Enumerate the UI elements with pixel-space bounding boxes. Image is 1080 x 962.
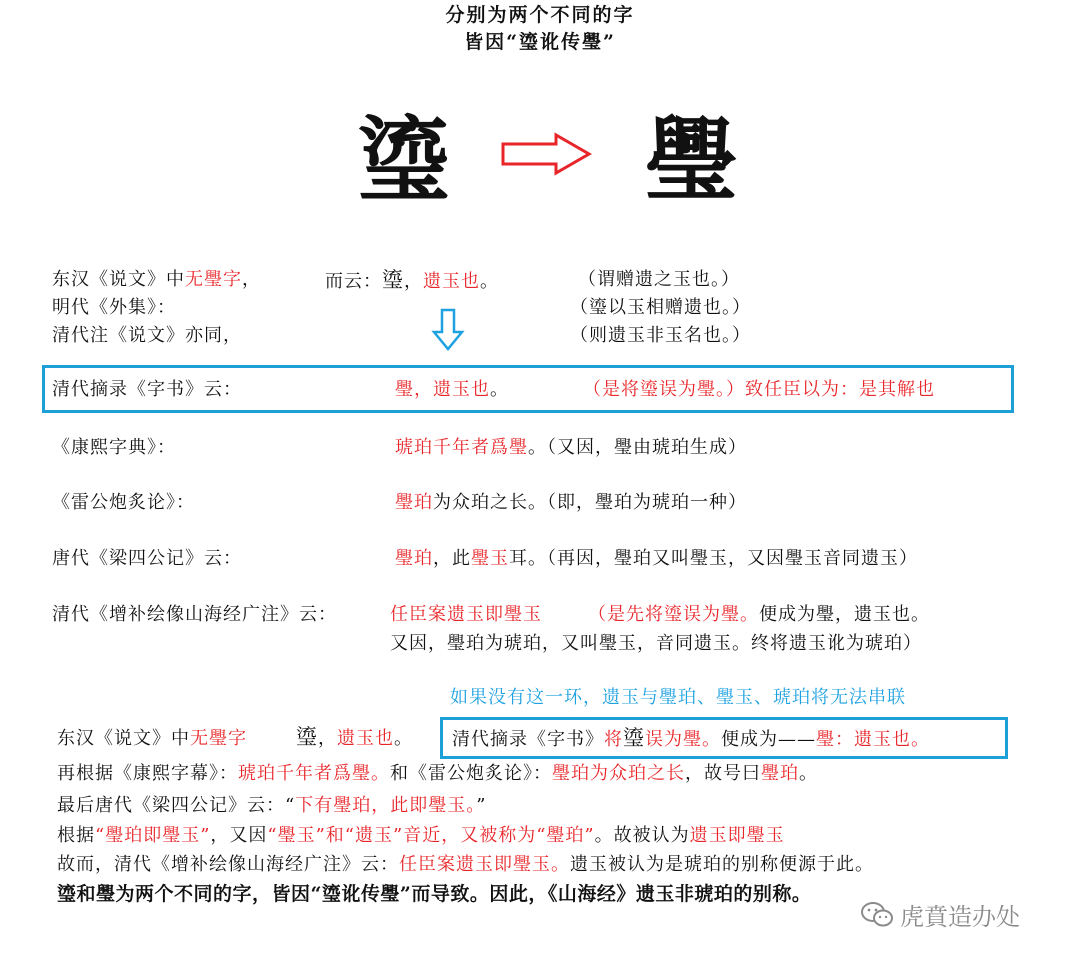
- row-14-c: ，又因: [210, 825, 268, 846]
- row-7-text: ，此: [433, 548, 471, 569]
- row-11-result: 璺：遗玉也。: [816, 729, 930, 750]
- row-4-definition: 璺，遗玉也: [395, 379, 490, 400]
- row-11-char: 瑬: [296, 725, 318, 749]
- row-14-e: 。故被认为: [594, 825, 690, 846]
- row-4-quote: [395, 378, 509, 402]
- row-5-definition: 琥珀千年者爲璺: [395, 437, 528, 458]
- row-4-source: 清代摘录《字书》云：: [52, 379, 242, 400]
- row-8-mistake: （是先将瑬误为璺。: [588, 604, 759, 625]
- row-1-no-char: 无璺字: [185, 269, 242, 290]
- row-11-right: [452, 726, 930, 752]
- row-16-conclusion: 瑬和璺为两个不同的字，皆因“瑬讹传璺”而导致。因此，《山海经》遗玉非琥珀的别称。: [57, 883, 812, 905]
- row-9-note: 又因，璺珀为琥珀，又叫璺玉，音同遗玉。终将遗玉讹为琥珀）: [390, 633, 922, 654]
- row-14: [57, 824, 785, 848]
- row-1: [52, 268, 261, 292]
- row-11-verb: 将: [604, 729, 623, 750]
- row-2-source: 明代《外集》：: [52, 297, 176, 318]
- row-8-source: 清代《增补绘像山海经广注》云：: [52, 604, 337, 625]
- row-11-definition: 遗玉也: [337, 728, 394, 749]
- row-14-f: 遗玉即璺玉: [689, 825, 785, 846]
- row-6-term: 璺珀: [395, 492, 433, 513]
- watermark: [860, 897, 1020, 932]
- row-3-source: 清代注《说文》亦同，: [52, 325, 242, 346]
- row-4-period: 。: [490, 379, 509, 400]
- row-14-d: “璺玉”和“遗玉”音近，又被称为“璺珀”: [267, 825, 595, 846]
- row-11-source: 东汉《说文》中: [57, 728, 190, 749]
- row-7-term: 璺珀: [395, 548, 433, 569]
- row-11-became: 便成为——: [721, 729, 816, 750]
- row-15: [57, 853, 874, 877]
- row-5-note: 。（又因，璺由琥珀生成）: [528, 437, 747, 458]
- wechat-icon: [860, 901, 894, 929]
- row-1-char: 瑬: [382, 268, 404, 292]
- big-char-left: 瑬: [358, 106, 451, 214]
- row-13: [57, 794, 486, 818]
- row-14-b: “璺珀即璺玉”: [95, 825, 211, 846]
- row-12-term: 璺珀: [761, 763, 799, 784]
- row-11-left: [57, 727, 247, 751]
- row-5-source: 《康熙字典》：: [52, 437, 176, 458]
- row-4-note: [583, 378, 935, 402]
- row-1-quote: [325, 268, 499, 294]
- row-12-quote2: 璺珀为众珀之长: [552, 763, 685, 784]
- row-7-note: 耳。（再因，璺珀又叫璺玉，又因璺玉音同遗玉）: [509, 548, 918, 569]
- row-14-a: 根据: [57, 825, 95, 846]
- down-arrow-icon: [431, 308, 465, 352]
- big-char-right: 璺: [645, 106, 738, 214]
- row-6-source: 《雷公炮炙论》：: [52, 492, 195, 513]
- row-15-note: 遗玉被认为是琥珀的别称便源于此。: [570, 854, 874, 875]
- row-3-note: （则遗玉非玉名也。）: [570, 325, 751, 346]
- row-11-comma: ，: [318, 728, 337, 749]
- row-13-source: 最后唐代《梁四公记》云：“: [57, 795, 296, 816]
- row-1-says: 而云：: [325, 271, 382, 292]
- row-5-quote: [395, 436, 747, 460]
- row-1-comma: ，: [242, 269, 261, 290]
- row-2-note: （瑬以玉相赠遗也。）: [570, 297, 751, 318]
- row-7-quote: [395, 547, 918, 571]
- row-12-source: 再根据《康熙字幕》：: [57, 763, 238, 784]
- title-line-1: 分别为两个不同的字: [445, 4, 635, 26]
- right-arrow-icon: [500, 132, 592, 176]
- row-11-no-char: 无璺字: [190, 728, 247, 749]
- row-1-period: 。: [480, 271, 499, 292]
- row-11-mid: [296, 725, 413, 751]
- row-6-quote: [395, 491, 747, 515]
- row-10-link-note: 如果没有这一环，遗玉与璺珀、璺玉、琥珀将无法串联: [450, 687, 906, 708]
- title-line-2: 皆因“瑬讹传璺”: [464, 31, 616, 53]
- row-13-close: ”: [476, 795, 487, 816]
- row-8-statement: 任臣案遗玉即璺玉: [390, 604, 542, 625]
- row-12-source2: 和《雷公炮炙论》：: [390, 763, 552, 784]
- row-1-note: （谓赠遗之玉也。）: [578, 269, 740, 290]
- row-11-period: 。: [394, 728, 413, 749]
- watermark-text: 虎賁造办处: [900, 904, 1020, 931]
- row-1-source: 东汉《说文》中: [52, 269, 185, 290]
- row-8-note: [588, 603, 930, 627]
- row-15-quote: 任臣案遗玉即璺玉。: [399, 854, 570, 875]
- row-1-definition: 遗玉也: [423, 271, 480, 292]
- row-11-source2: 清代摘录《字书》: [452, 729, 604, 750]
- row-11-mistake: 误为璺。: [645, 729, 721, 750]
- row-8-result: 便成为璺，遗玉也。: [759, 604, 930, 625]
- row-12-quote1: 琥珀千年者爲璺。: [238, 763, 390, 784]
- row-7-source: 唐代《梁四公记》云：: [52, 548, 242, 569]
- row-1-comma2: ，: [404, 271, 423, 292]
- row-15-source: 故而，清代《增补绘像山海经广注》云：: [57, 854, 399, 875]
- row-4-conclusion: 致任臣以为：是其解也: [745, 379, 935, 400]
- row-7-term2: 璺玉: [471, 548, 509, 569]
- row-6-note: 为众珀之长。（即，璺珀为琥珀一种）: [433, 492, 747, 513]
- row-4-mistake: （是将瑬误为璺。）: [583, 379, 745, 400]
- row-12-period: 。: [799, 763, 818, 784]
- row-12-text: ，故号曰: [685, 763, 761, 784]
- row-8-quote: [390, 603, 542, 627]
- row-11-char2: 瑬: [623, 726, 645, 750]
- row-13-quote: 下有璺珀，此即璺玉。: [295, 795, 477, 816]
- row-12: [57, 762, 818, 786]
